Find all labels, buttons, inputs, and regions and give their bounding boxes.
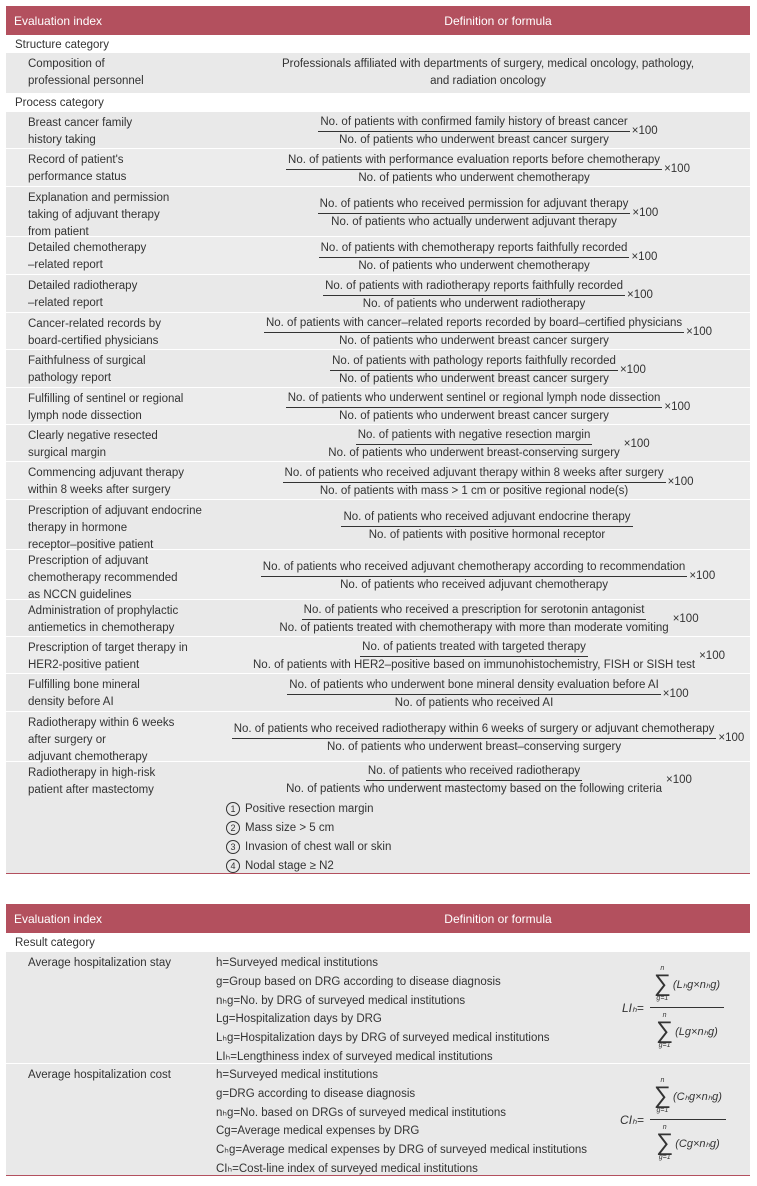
- variable-line: g=DRG according to disease diagnosis: [216, 1087, 416, 1100]
- fraction: [232, 721, 717, 756]
- variable-definitions: [216, 952, 596, 1063]
- formula: [226, 600, 750, 636]
- category-result: Result category: [6, 933, 750, 951]
- multiplier: ×100: [672, 613, 699, 625]
- index-line: Breast cancer family: [28, 117, 133, 129]
- table-row: [6, 424, 750, 461]
- variable-line: nₕg=No. based on DRGs of surveyed medical institutions: [216, 1106, 507, 1119]
- ratio-formula: [261, 559, 715, 594]
- table-row: [6, 711, 750, 761]
- numerator: No. of patients with pathology reports faithfully recorded: [330, 353, 618, 371]
- table-row: [6, 549, 750, 599]
- denominator: No. of patients who underwent breast cancer surgery: [339, 372, 609, 385]
- table-header: [6, 6, 750, 35]
- table-row: [6, 1063, 750, 1175]
- index-line: history taking: [28, 134, 96, 146]
- fraction: [283, 465, 666, 500]
- formula-lhs: CIₕ=: [620, 1112, 644, 1127]
- criteria-item: [226, 857, 391, 876]
- evaluation-index: Average hospitalization cost: [28, 1069, 171, 1081]
- fraction: [318, 196, 631, 231]
- variable-line: Lₕg=Hospitalization days by DRG of surveyed medical institutions: [216, 1032, 550, 1045]
- numerator: No. of patients who received adjuvant endocrine therapy: [341, 509, 632, 527]
- formula: [226, 313, 750, 349]
- denominator: No. of patients who underwent breast cancer surgery: [339, 410, 609, 422]
- denominator: No. of patients treated with chemotherapy with more than moderate vomiting: [279, 622, 669, 634]
- col-header-definition: Definition or formula: [444, 911, 552, 926]
- index-line: Faithfulness of surgical: [28, 355, 146, 367]
- table-row: [6, 387, 750, 424]
- index-line: therapy in hormone: [28, 522, 128, 534]
- evaluation-index: [6, 149, 226, 186]
- definition: [216, 952, 750, 1063]
- formula: [226, 762, 750, 873]
- index-line: lymph node dissection: [28, 410, 142, 422]
- criteria-item: [226, 838, 391, 857]
- evaluation-index: [6, 275, 226, 312]
- fraction: [318, 114, 629, 149]
- definition-line: Professionals affiliated with departments of surgery, medical oncology, pathology,: [281, 58, 695, 70]
- sigma-symbol: [654, 965, 671, 1003]
- index-line: Prescription of target therapy in: [28, 642, 188, 654]
- circled-number-icon: 3: [226, 840, 240, 854]
- formula: [226, 637, 750, 673]
- numerator: No. of patients who received a prescription for serotonin antagonist: [302, 602, 647, 620]
- index-formula: [596, 952, 750, 1063]
- numerator: No. of patients who underwent sentinel or regional lymph node dissection: [286, 390, 663, 408]
- table-row: [6, 461, 750, 499]
- formula-expression: [620, 1077, 726, 1162]
- sigma-lower: g=1: [656, 1107, 669, 1114]
- multiplier: ×100: [667, 475, 694, 488]
- table-row: [6, 499, 750, 549]
- index-line: board-certified physicians: [28, 335, 159, 347]
- result-indicator-table: [6, 904, 750, 1176]
- multiplier: ×100: [718, 731, 745, 744]
- evaluation-index: [6, 637, 226, 673]
- definition: [226, 53, 750, 93]
- evaluation-index: [6, 112, 226, 148]
- multiplier: ×100: [626, 288, 653, 301]
- formula: [226, 425, 750, 461]
- numerator: No. of patients who received adjuvant chemotherapy according to recommendation: [261, 559, 688, 577]
- fraction: [286, 152, 662, 187]
- fraction: [261, 559, 688, 594]
- table-header: [6, 904, 750, 933]
- denominator: No. of patients who underwent breast–conserving surgery: [327, 740, 622, 753]
- evaluation-index: [6, 762, 226, 873]
- index-line: density before AI: [28, 696, 114, 708]
- denominator: No. of patients who underwent breast-conserving surgery: [328, 447, 620, 459]
- ratio-formula: [318, 196, 659, 231]
- numerator: No. of patients who received adjuvant therapy within 8 weeks after surgery: [283, 465, 666, 483]
- fraction: [284, 763, 664, 798]
- index-line: Radiotherapy within 6 weeks: [28, 717, 175, 729]
- denominator: No. of patients who actually underwent adjuvant therapy: [331, 215, 617, 228]
- sigma-symbol: [654, 1077, 671, 1115]
- index-line: Prescription of adjuvant endocrine: [28, 505, 202, 517]
- formula-denominator: [652, 1008, 722, 1050]
- formula-fraction: [650, 965, 724, 1050]
- variable-line: CIₕ=Cost-line index of surveyed medical institutions: [216, 1162, 478, 1175]
- formula: [226, 149, 750, 186]
- evaluation-index: [6, 674, 226, 711]
- denominator: No. of patients who underwent chemotherapy: [358, 259, 590, 272]
- variable-line: h=Surveyed medical institutions: [216, 957, 379, 969]
- sigma-icon: ∑: [656, 1017, 674, 1044]
- ratio-formula: [330, 353, 646, 388]
- fraction: [286, 390, 663, 425]
- ratio-formula: [287, 677, 688, 712]
- multiplier: ×100: [664, 162, 690, 175]
- evaluation-index: [6, 600, 226, 636]
- table-row: [6, 111, 750, 148]
- table-row: [6, 186, 750, 236]
- index-line: after surgery or: [28, 734, 106, 746]
- col-header-index: Evaluation index: [14, 911, 103, 926]
- numerator: No. of patients who received radiotherapy: [366, 763, 582, 781]
- denominator: No. of patients with mass > 1 cm or positive regional node(s): [319, 484, 629, 497]
- sigma-icon: ∑: [656, 1129, 674, 1156]
- criteria-text: Mass size > 5 cm: [245, 821, 335, 834]
- formula: [226, 112, 750, 148]
- formula-numerator: [650, 1077, 726, 1120]
- numerator: No. of patients treated with targeted therapy: [360, 639, 588, 657]
- denominator: No. of patients who underwent radiotherapy: [362, 297, 586, 310]
- multiplier: ×100: [619, 363, 646, 376]
- evaluation-index: [6, 53, 226, 93]
- index-line: surgical margin: [28, 447, 106, 459]
- index-line: –related report: [28, 259, 103, 271]
- formula-fraction: [650, 1077, 726, 1162]
- index-line: antiemetics in chemotherapy: [28, 622, 175, 634]
- col-header-index: Evaluation index: [14, 13, 103, 28]
- multiplier: ×100: [623, 438, 650, 450]
- index-line: performance status: [28, 171, 127, 183]
- index-line: as NCCN guidelines: [28, 589, 132, 601]
- table-row: [6, 312, 750, 349]
- evaluation-index: [6, 500, 226, 549]
- denominator: No. of patients who underwent chemotherapy: [358, 171, 590, 184]
- fraction: [341, 509, 632, 544]
- process-indicator-table: [6, 6, 750, 874]
- evaluation-index: [6, 237, 226, 274]
- index-line: professional personnel: [28, 75, 144, 87]
- fraction: [319, 240, 630, 275]
- evaluation-index: [6, 550, 226, 599]
- ratio-formula: [326, 427, 649, 462]
- sigma-icon: ∑: [653, 1082, 671, 1109]
- index-line: Administration of prophylactic: [28, 605, 179, 617]
- denominator: No. of patients with HER2–positive based on immunohistochemistry, FISH or SISH test: [253, 659, 696, 671]
- ratio-formula: [264, 315, 712, 350]
- numerator: No. of patients with chemotherapy reports faithfully recorded: [319, 240, 630, 258]
- criteria-text: Invasion of chest wall or skin: [245, 840, 392, 853]
- definition-text: [282, 56, 694, 90]
- evaluation-index: Average hospitalization stay: [28, 957, 171, 969]
- index-line: Record of patient's: [28, 154, 124, 166]
- table-row: [6, 236, 750, 274]
- index-line: Detailed radiotherapy: [28, 280, 138, 292]
- variable-line: LIₕ=Lengthiness index of surveyed medical institutions: [216, 1050, 493, 1063]
- evaluation-index: [6, 313, 226, 349]
- category-process: Process category: [6, 93, 750, 111]
- index-line: Composition of: [28, 58, 105, 70]
- multiplier: ×100: [665, 773, 692, 786]
- variable-line: nₕg=No. by DRG of surveyed medical institutions: [216, 994, 466, 1007]
- variable-definitions: [216, 1064, 596, 1175]
- index-line: Explanation and permission: [28, 192, 170, 204]
- denominator-term: (Lg×nₕg): [675, 1025, 718, 1038]
- evaluation-index: [6, 712, 226, 761]
- evaluation-index: [6, 462, 226, 499]
- multiplier: ×100: [664, 401, 691, 413]
- multiplier: ×100: [632, 206, 659, 219]
- index-line: from patient: [28, 226, 89, 238]
- ratio-formula: [232, 721, 745, 756]
- definition-line: and radiation oncology: [430, 75, 546, 87]
- index-line: Fulfilling of sentinel or regional: [28, 393, 184, 405]
- formula: [226, 712, 750, 761]
- ratio-formula: [341, 509, 634, 544]
- numerator: No. of patients with radiotherapy reports faithfully recorded: [323, 278, 625, 296]
- denominator: No. of patients who underwent mastectomy based on the following criteria: [286, 782, 662, 795]
- index-formula: [596, 1064, 750, 1175]
- evaluation-index: [6, 425, 226, 461]
- sigma-upper: n: [662, 1124, 667, 1131]
- index-line: receptor–positive patient: [28, 539, 154, 551]
- index-line: Prescription of adjuvant: [28, 555, 149, 567]
- formula-numerator: [650, 965, 724, 1008]
- ratio-formula: [318, 114, 657, 149]
- table-row: [6, 636, 750, 673]
- index-line: taking of adjuvant therapy: [28, 209, 160, 221]
- fraction: [326, 427, 622, 462]
- fraction: [251, 639, 697, 674]
- index-line: chemotherapy recommended: [28, 572, 178, 584]
- variable-line: g=Group based on DRG according to disease diagnosis: [216, 975, 501, 988]
- denominator: No. of patients who underwent breast cancer surgery: [339, 134, 609, 146]
- index-line: pathology report: [28, 372, 112, 384]
- fraction: [323, 278, 625, 313]
- table-row: [6, 349, 750, 387]
- table-row: [6, 599, 750, 636]
- variable-line: Lg=Hospitalization days by DRG: [216, 1013, 382, 1026]
- numerator: No. of patients who received radiotherapy within 6 weeks of surgery or adjuvant chemotherapy: [232, 721, 717, 739]
- variable-line: Cg=Average medical expenses by DRG: [216, 1125, 420, 1138]
- multiplier: ×100: [686, 326, 713, 338]
- criteria-list: [226, 800, 391, 876]
- ratio-formula: [319, 240, 658, 275]
- formula: [226, 187, 750, 236]
- numerator: No. of patients who underwent bone mineral density evaluation before AI: [287, 677, 661, 695]
- sigma-upper: n: [662, 1012, 667, 1019]
- index-line: Commencing adjuvant therapy: [28, 467, 184, 479]
- sigma-lower: g=1: [656, 995, 669, 1002]
- multiplier: ×100: [699, 650, 725, 662]
- numerator: No. of patients with cancer–related reports recorded by board–certified physicians: [264, 315, 684, 333]
- formula-expression: [622, 965, 724, 1050]
- formula: [226, 237, 750, 274]
- formula: [226, 462, 750, 499]
- evaluation-index: [6, 388, 226, 424]
- sigma-lower: g=1: [658, 1154, 671, 1161]
- sigma-lower: g=1: [658, 1042, 671, 1049]
- formula-lhs: LIₕ=: [621, 1000, 644, 1015]
- ratio-formula: [286, 152, 690, 187]
- circled-number-icon: 1: [226, 802, 240, 816]
- index-line: Clearly negative resected: [28, 430, 158, 442]
- numerator: No. of patients with confirmed family history of breast cancer: [318, 114, 629, 132]
- sigma-upper: n: [660, 1077, 665, 1084]
- index-line: within 8 weeks after surgery: [28, 484, 171, 496]
- index-line: HER2-positive patient: [28, 659, 140, 671]
- variable-line: Cₕg=Average medical expenses by DRG of surveyed medical institutions: [216, 1144, 588, 1157]
- ratio-formula: [277, 602, 698, 637]
- criteria-item: [226, 800, 391, 819]
- circled-number-icon: 4: [226, 859, 240, 873]
- index-line: patient after mastectomy: [28, 784, 154, 796]
- fraction: [264, 315, 684, 350]
- col-header-definition: Definition or formula: [444, 13, 552, 28]
- numerator: No. of patients with negative resection margin: [356, 427, 593, 445]
- denominator: No. of patients who received AI: [394, 696, 554, 709]
- category-structure: Structure category: [6, 35, 750, 53]
- table-row: [6, 148, 750, 186]
- definition: [216, 1064, 750, 1175]
- table-row: [6, 951, 750, 1063]
- denominator: No. of patients who underwent breast cancer surgery: [339, 335, 609, 347]
- sigma-symbol: [656, 1012, 673, 1050]
- denominator-term: (Cg×nₕg): [675, 1137, 720, 1150]
- denominator: No. of patients who received adjuvant chemotherapy: [340, 578, 608, 591]
- criteria-text: Positive resection margin: [245, 802, 374, 815]
- table-row: [6, 673, 750, 711]
- formula: [226, 275, 750, 312]
- multiplier: ×100: [631, 125, 658, 137]
- circled-number-icon: 2: [226, 821, 240, 835]
- ratio-formula: [251, 639, 725, 674]
- formula: [226, 388, 750, 424]
- formula: [226, 350, 750, 387]
- formula: [226, 550, 750, 599]
- sigma-symbol: [656, 1124, 673, 1162]
- index-line: adjuvant chemotherapy: [28, 751, 148, 763]
- ratio-formula: [323, 278, 653, 313]
- fraction: [330, 353, 618, 388]
- index-line: Fulfilling bone mineral: [28, 679, 140, 691]
- table-row: [6, 53, 750, 93]
- criteria-item: [226, 819, 391, 838]
- sigma-icon: ∑: [653, 970, 671, 997]
- multiplier: ×100: [662, 687, 689, 700]
- denominator: No. of patients with positive hormonal receptor: [368, 528, 606, 541]
- numerator: No. of patients with performance evaluation reports before chemotherapy: [286, 152, 662, 170]
- numerator: No. of patients who received permission for adjuvant therapy: [318, 196, 631, 214]
- formula-denominator: [652, 1120, 724, 1162]
- criteria-text: Nodal stage ≥ N2: [245, 859, 334, 872]
- variable-line: h=Surveyed medical institutions: [216, 1069, 379, 1081]
- table-row: [6, 761, 750, 873]
- index-line: Radiotherapy in high-risk: [28, 767, 156, 779]
- numerator-term: (Lₕg×nₕg): [672, 978, 721, 991]
- index-line: –related report: [28, 297, 103, 309]
- formula: [226, 500, 750, 549]
- fraction: [287, 677, 661, 712]
- ratio-formula: [284, 763, 692, 798]
- evaluation-index: [6, 187, 226, 236]
- formula: [226, 674, 750, 711]
- multiplier: ×100: [631, 250, 658, 263]
- ratio-formula: [283, 465, 694, 500]
- numerator-term: (Cₕg×nₕg): [673, 1090, 722, 1103]
- index-line: Detailed chemotherapy: [28, 242, 147, 254]
- ratio-formula: [286, 390, 691, 425]
- table-row: [6, 274, 750, 312]
- fraction: [277, 602, 670, 637]
- evaluation-index: [6, 350, 226, 387]
- multiplier: ×100: [689, 569, 716, 582]
- sigma-upper: n: [660, 965, 665, 972]
- index-line: Cancer-related records by: [28, 318, 161, 330]
